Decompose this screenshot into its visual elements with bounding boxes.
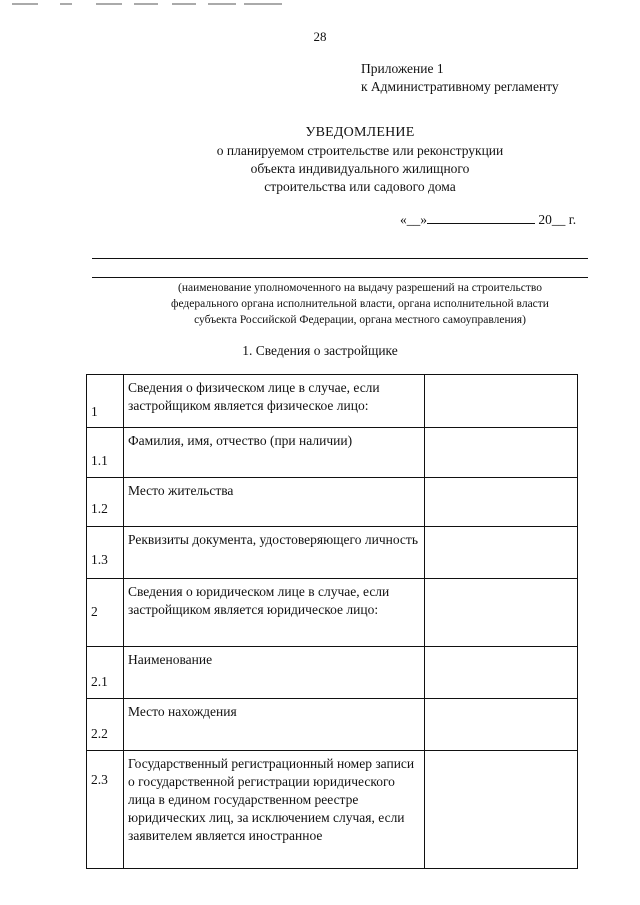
page-number: 28 [313, 29, 327, 44]
document-title-line-2: объекта индивидуального жилищного [250, 161, 470, 176]
table-row [87, 478, 578, 527]
authority-caption-line-2: федерального органа исполнительной власти, органа исполнительной власти [171, 298, 549, 310]
row-number: 1.3 [87, 527, 124, 579]
date-field [400, 212, 576, 228]
row-label: Место нахождения [124, 699, 425, 751]
row-label: Реквизиты документа, удостоверяющего личность [124, 527, 425, 579]
row-label: Государственный регистрационный номер записи о государственной регистрации юридического лица в едином государственном реестре юридических лиц, за исключением случая, если заявителем является иностранное [124, 751, 425, 869]
row-number: 2 [87, 579, 124, 647]
row-number: 2.1 [87, 647, 124, 699]
appendix-line-1: Приложение 1 [361, 61, 444, 76]
document-title-main: УВЕДОМЛЕНИЕ [305, 125, 415, 140]
row-value-field[interactable] [425, 527, 578, 579]
row-value-field[interactable] [425, 478, 578, 527]
row-number: 1 [87, 375, 124, 428]
row-value-field[interactable] [425, 579, 578, 647]
row-value-field[interactable] [425, 647, 578, 699]
section-heading: 1. Сведения о застройщике [242, 343, 398, 358]
row-label: Сведения о физическом лице в случае, если застройщиком является физическое лицо: [124, 375, 425, 428]
table-row [87, 647, 578, 699]
document-title-line-3: строительства или садового дома [264, 179, 456, 194]
authority-blank-line-2 [92, 277, 588, 278]
date-day-field: «__» [400, 212, 427, 227]
authority-blank-line-1 [92, 258, 588, 259]
appendix-line-2: к Административному регламенту [361, 79, 559, 94]
row-value-field[interactable] [425, 375, 578, 428]
authority-caption-line-1: (наименование уполномоченного на выдачу разрешений на строительство [177, 282, 542, 294]
row-label: Место жительства [124, 478, 425, 527]
scan-artifact-marks [0, 0, 300, 12]
table-row [87, 699, 578, 751]
table-row [87, 751, 578, 869]
authority-caption-line-3: субъекта Российской Федерации, органа местного самоуправления) [194, 314, 526, 326]
row-label: Сведения о юридическом лице в случае, если застройщиком является юридическое лицо: [124, 579, 425, 647]
table-row [87, 375, 578, 428]
row-label: Наименование [124, 647, 425, 699]
date-year-field: 20__ г. [538, 212, 577, 227]
row-number: 2.3 [87, 751, 124, 869]
document-title-line-1: о планируемом строительстве или реконструкции [216, 143, 504, 158]
developer-info-table [86, 374, 578, 869]
row-label: Фамилия, имя, отчество (при наличии) [124, 428, 425, 478]
table-row [87, 428, 578, 478]
row-value-field[interactable] [425, 751, 578, 869]
table-row [87, 579, 578, 647]
row-value-field[interactable] [425, 428, 578, 478]
table-row [87, 527, 578, 579]
row-value-field[interactable] [425, 699, 578, 751]
document-title [150, 124, 570, 196]
row-number: 2.2 [87, 699, 124, 751]
row-number: 1.2 [87, 478, 124, 527]
authority-caption [130, 280, 590, 328]
date-month-blank [427, 222, 535, 224]
row-number: 1.1 [87, 428, 124, 478]
appendix-reference [361, 60, 559, 96]
